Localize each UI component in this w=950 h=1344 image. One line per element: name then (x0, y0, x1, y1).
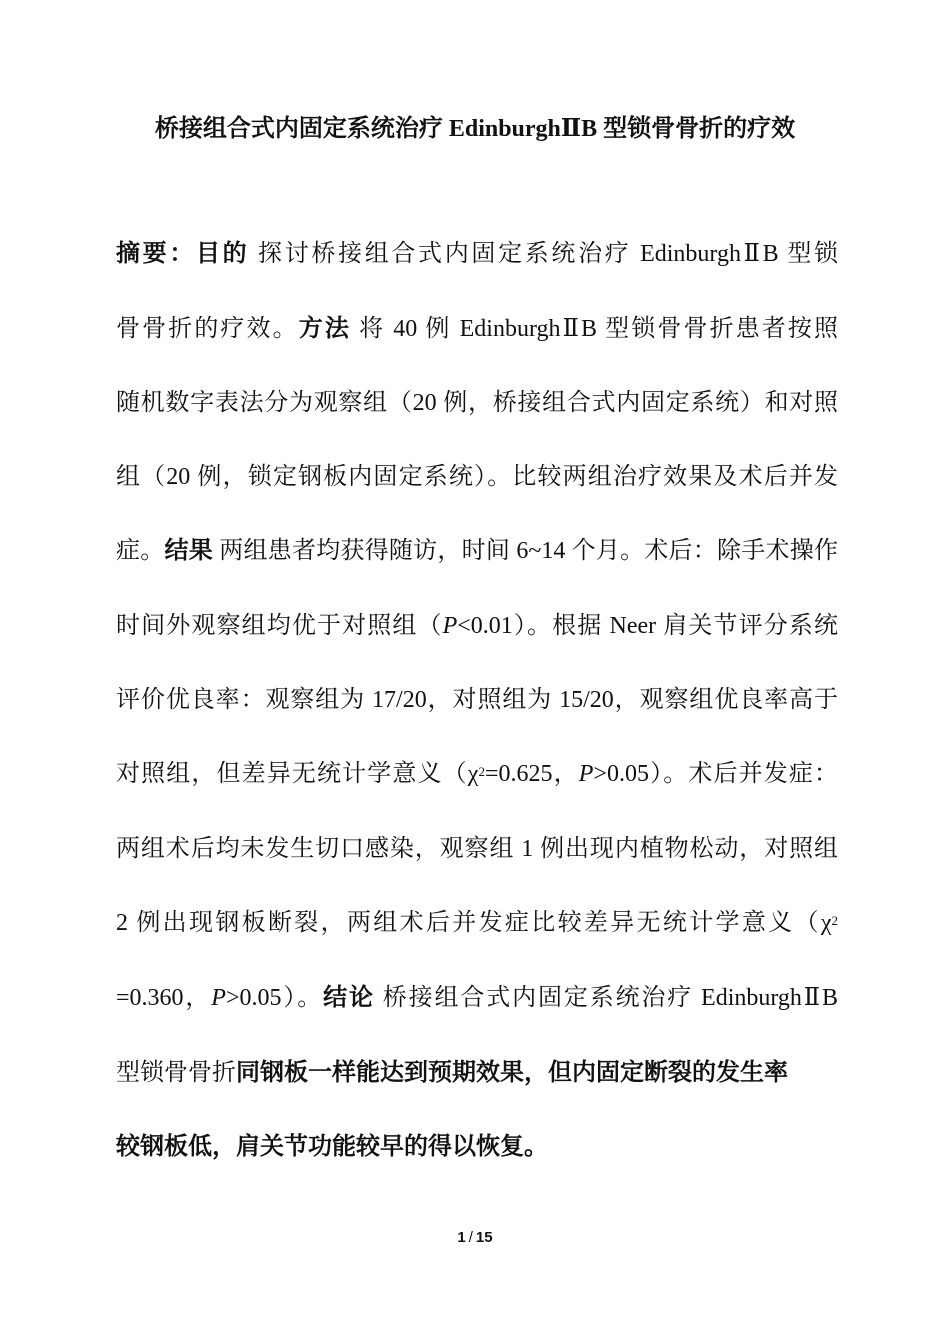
abstract-line-6 (116, 609, 838, 643)
abstract-line-8 (116, 757, 838, 791)
abstract-line-13: 较钢板低，肩关节功能较早的得以恢复。 (116, 1134, 548, 1160)
abstract-line-10 (116, 906, 838, 940)
abstract-line-5 (116, 534, 838, 568)
results-text-part: 对照组，但差异无统计学意义（χ (116, 761, 479, 787)
chi-square-superscript: 2 (831, 913, 838, 928)
p-symbol: P (442, 613, 458, 639)
results-text-part: =0.625， (484, 761, 579, 787)
abstract-line-1 (116, 237, 838, 271)
conclusion-text: 桥接组合式内固定系统治疗 EdinburghⅡB (382, 985, 838, 1011)
conclusion-bold-text: 同钢板一样能达到预期效果，但内固定断裂的发生率 (236, 1060, 788, 1086)
page-number (0, 1229, 950, 1246)
methods-text: 将 40 例 EdinburghⅡB 型锁骨骨折患者按照 (359, 316, 838, 342)
methods-text-end: 症。 (116, 538, 165, 564)
methods-label: 方法 (298, 316, 351, 342)
results-text-part: >0.05）。术后并发症： (593, 761, 838, 787)
abstract-line-11 (116, 981, 838, 1015)
abstract-line-2 (116, 312, 838, 346)
abstract-line-12 (116, 1056, 788, 1090)
page-separator: / (468, 1229, 473, 1246)
abstract-line-4: 组（20 例，锁定钢板内固定系统）。比较两组治疗效果及术后并发 (116, 464, 838, 490)
abstract-line-3: 随机数字表法分为观察组（20 例，桥接组合式内固定系统）和对照 (116, 390, 838, 416)
current-page: 1 (457, 1229, 466, 1246)
conclusion-text: 型锁骨骨折 (116, 1060, 236, 1086)
total-pages: 15 (475, 1229, 493, 1246)
objective-text: 探讨桥接组合式内固定系统治疗 EdinburghⅡB 型锁 (258, 241, 838, 267)
results-label: 结果 (164, 538, 213, 564)
results-text: 两组患者均获得随访，时间 6~14 个月。术后：除手术操作 (219, 538, 839, 564)
results-text-part: >0.05）。 (225, 985, 324, 1011)
document-title: 桥接组合式内固定系统治疗 EdinburghⅡB 型锁骨骨折的疗效 (154, 116, 796, 142)
p-symbol: P (211, 985, 226, 1011)
results-text-part: 时间外观察组均优于对照组（ (116, 613, 443, 639)
objective-text-end: 骨骨折的疗效。 (116, 316, 299, 342)
results-text-part: =0.360， (116, 985, 212, 1011)
abstract-label: 摘要：目的 (116, 241, 250, 267)
results-text-part: 2 例出现钢板断裂，两组术后并发症比较差异无统计学意义（χ (116, 910, 832, 936)
abstract-line-9: 两组术后均未发生切口感染，观察组 1 例出现内植物松动，对照组 (116, 836, 838, 862)
conclusion-label: 结论 (323, 985, 375, 1011)
results-text-part: <0.01）。根据 Neer 肩关节评分系统 (457, 613, 838, 639)
p-symbol: P (578, 761, 594, 787)
abstract-line-7: 评价优良率：观察组为 17/20，对照组为 15/20，观察组优良率高于 (116, 687, 838, 713)
chi-square-superscript: 2 (478, 764, 485, 779)
